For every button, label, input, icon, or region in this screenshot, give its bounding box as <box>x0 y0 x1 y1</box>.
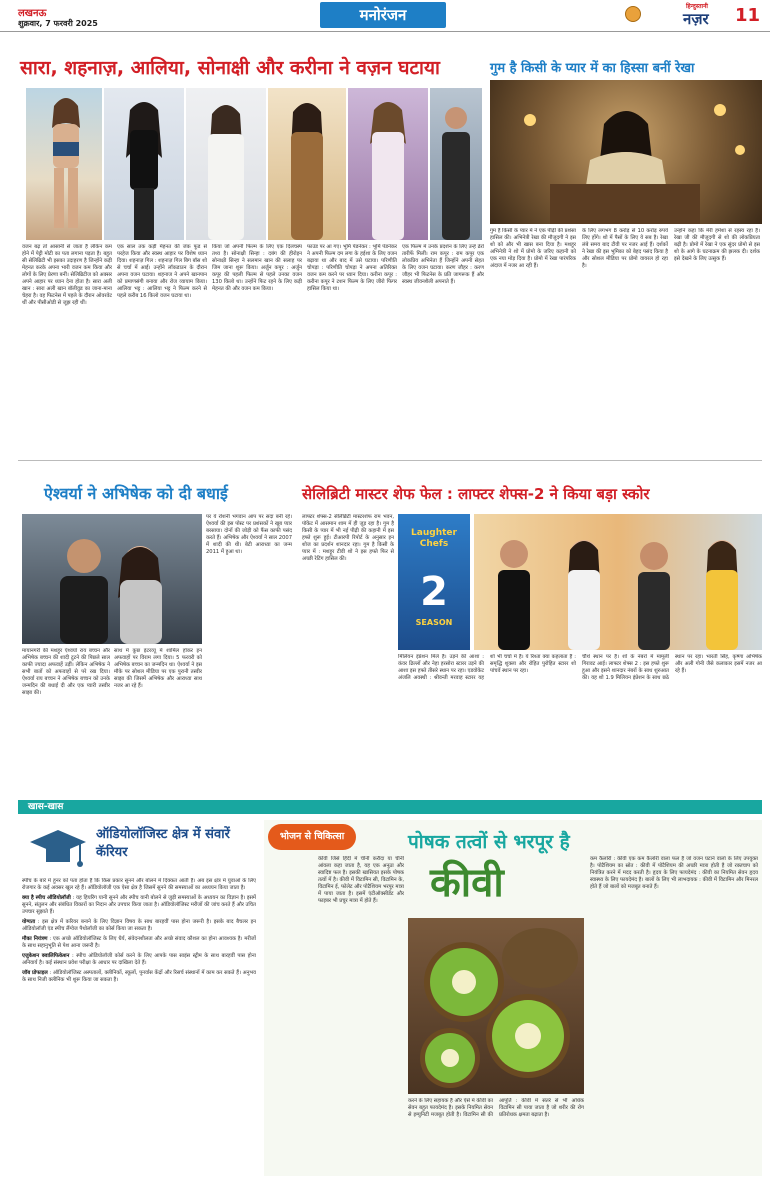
photo-sonakshi <box>268 88 346 240</box>
photo-ramkapoor <box>430 88 482 240</box>
graduation-cap-icon <box>28 826 88 872</box>
khas-label: खास-खास <box>28 802 64 812</box>
brand-small: हिन्दुस्तानी <box>686 3 708 10</box>
masthead <box>0 0 770 32</box>
kiwi-photo <box>408 918 584 1094</box>
masthead-city: लखनऊ <box>18 8 47 19</box>
story1-col-3: किया जो अपनी फिल्म के लिए एक दिलचस्प तथ्य है। सोनाक्षी सिन्हा : दबंग की हीरोइन सोनाक्षी सिन्हा ने सलमान खान की सलाह पर जिम जाना शुरू किया। अर्जुन कपूर : अर्जुन कपूर की पहली फिल्म से पहले उनका वजन 130 किलो था। उन्होंने फिट रहने के लिए कड़ी मेहनत की और वजन कम किया। <box>212 244 302 292</box>
masthead-date: शुक्रवार, 7 फरवरी 2025 <box>18 19 98 28</box>
story6-col-3: कम कैलोरी : कीवी एक कम कैलोरी वाला फल है जो वजन घटाने वालों के लिए उपयुक्त है। पोटैशियम का स्रोत : कीवी में पोटैशियम की अच्छी मात्रा होती है जो रक्तचाप को नियंत्रित करने में मदद करती है। हृदय के लिए फायदेमंद : कीवी का नियमित सेवन हृदय स्वास्थ्य के लिए फायदेमंद है। बालों के लिए भी लाभदायक : कीवी में विटामिन और मिनरल होते हैं जो बालों को मजबूत बनाते हैं। <box>590 856 758 890</box>
photo-aishwarya-abhishek <box>22 514 202 644</box>
woman-figure-icon <box>104 88 184 240</box>
story4-col-3: चौथे स्थान पर है। शो के नंबरों में मामूली गिरावट आई। लाफ्टर शेफ्स 2 : इस हफ्ते शुरू हुआ और इसने शानदार नंबरों के साथ शुरुआत की। यह शो 1.9 मिलियन इंप्रेशन के साथ छठे स्थान पर रहा। भारती सिंह, कृष्णा अभिषेक और अली गोनी जैसे कलाकार इसमें नजर आ रहे हैं। <box>582 654 762 681</box>
kiwi-title: पोषक तत्वों से भरपूर है <box>408 831 570 853</box>
couple-figure-icon <box>22 514 202 644</box>
story3-col-1: मायानगरी की मशहूर ऐश्वर्या राय बच्चन और अभिषेक बच्चन की शादी टूटने की पिछले साल काफी ज्यादा अफवाहें उड़ीं। लेकिन अभिषेक ने सभी बातों को अफवाहों से परे रख दिया। ऐश्वर्या राय बच्चन ने अभिषेक बच्चन को उनके जन्मदिन की बधाई दी और एक प्यारी तस्वीर साझा की। <box>22 648 110 696</box>
story1-col-1: वजन बढ़ तो आसानी से जाता है लेकिन कम होने में पेट्टी मोटी का पता लगाना पड़ता है। बहुत सी सेलिब्रिटी भी इसका उदाहरण है जिन्होंने कड़ी मेहनत करके अपना भारी वजन कम किया और लोगों के लिए प्रेरणा बनीं। सेलिब्रिटीज को अक्सर अपने आहार पर ध्यान देना होता है। सारा अली खान : सारा अली खान बॉलीवुड का जाना-माना चेहरा है। वह फिटनेस में पहले के दौरान ओवरवेट थीं और पीसीओडी से जूझ रही थीं। <box>22 244 112 306</box>
story6-col-2: करने के लिए सहायक है और ऐसे में कीवी का सेवन बहुत फायदेमंद है। इसके नियमित सेवन से इम्युनिटी मजबूत होती है। विटामिन सी की आपूर्ति : कीवी में संतरे से भी अधिक विटामिन सी पाया जाता है जो शरीर की रोग प्रतिरोधक क्षमता बढ़ाता है। <box>408 1098 584 1118</box>
story4-col-2: मिलियन इंप्रेशन मिले हैं। उड़ने की आशा : कंवर ढिल्लों और नेहा हरसोरा स्टारर उड़ने की आशा इस हफ्ते तीसरे स्थान पर रहा। एडवोकेट अंजलि अवस्थी : श्रीवन्ती मरवाह स्टारर यह शो भी चर्चा में है। ये रिश्ता क्या कहलाता है : समृद्धि शुक्ला और रोहित पुरोहित स्टारर शो पांचवें स्थान पर रहा। <box>398 654 576 681</box>
story5-para: योग्यता : इस क्षेत्र में करियर बनाने के लिए विज्ञान विषय के साथ बारहवीं पास होना जरूरी है। इसके बाद बैचलर इन ऑडियोलॉजी एंड स्पीच लैंग्वेज पैथोलॉजी का कोर्स किया जा सकता है। <box>22 919 256 932</box>
khas-band <box>18 800 762 814</box>
woman-figure-icon <box>268 88 346 240</box>
photo-alia <box>186 88 266 240</box>
kiwi-fruit-icon <box>408 918 584 1094</box>
food-tag: भोजन से चिकित्सा <box>268 824 356 850</box>
photo-laughter-chefs <box>398 514 470 650</box>
story5-para: एजुकेशन क्वालिफिकेशन : स्पीच ऑडियोलॉजी कोर्स करने के लिए आपके पास साइंस स्ट्रीम के साथ बारहवीं पास होना अनिवार्य है। कई संस्थान प्रवेश परीक्षा के आधार पर दाखिला देते हैं। <box>22 953 256 966</box>
season-number: 2 <box>420 569 448 615</box>
story5-para: जॉब प्रोफाइल : ऑडियोलॉजिस्ट अस्पतालों, क्लीनिकों, स्कूलों, पुनर्वास केंद्रों और रिसर्च संस्थानों में काम कर सकते हैं। अनुभव के साथ निजी क्लीनिक भी शुरू किया जा सकता है। <box>22 970 256 983</box>
woman-figure-icon <box>186 88 266 240</box>
story2-col-1: गुम है किसी के प्यार में ने एक पीढ़ी की प्रशंसा हासिल की। अभिनेत्री रेखा की मौजूदगी ने इस शो को और भी खास बना दिया है। मशहूर अभिनेत्री ने शो में प्रोमो के जरिए कहानी को एक नया मोड़ दिया है। प्रोमो में रेखा पारंपरिक अंदाज में नजर आ रही हैं। <box>490 228 576 269</box>
story4-col-1: लाफ्टर शेफ्स-2 सेलिब्रिटी मास्टरशेफ राम भवन, पॉकेट में आसमान शाम में ही जुड़ रहा है। गुम है किसी के प्यार में भी नई पीढ़ी की कहानी में इस हफ्ते शुरू हुई। टीआरपी रिपोर्ट के अनुसार इन शोज का प्रदर्शन शानदार रहा। गुम है किसी के प्यार में : मशहूर टीवी शो ने इस हफ्ते फिर से अच्छी रेटिंग हासिल की। <box>302 514 394 562</box>
brand-name: नज़र <box>683 10 709 28</box>
story4-headline: सेलिब्रिटी मास्टर शेफ फेल : लाफ्टर शेफ्स-2 ने किया बड़ा स्कोर <box>302 485 650 503</box>
story1-col-5: एक फिल्म में उनके प्रदर्शन के लिए उन्हें ढेरों तारीफें मिलीं। राम कपूर : राम कपूर एक लोकप्रिय अभिनेता हैं जिन्होंने अपनी सेहत के लिए वजन घटाया। करण जौहर : करण जौहर भी फिटनेस के प्रति जागरूक हैं और स्वस्थ जीवनशैली अपनाते हैं। <box>402 244 484 285</box>
story2-col-2: के लिए लगभग 8 करोड़ से 10 करोड़ रुपये लिए होंगे। शो में पैसों के लिए ये सब है। रेखा लंबे समय बाद टीवी पर नजर आई हैं। दर्शकों ने रेखा की इस भूमिका को बेहद पसंद किया है और सोशल मीडिया पर प्रोमो वायरल हो रहा है। <box>582 228 668 269</box>
woman-figure-icon <box>26 88 102 240</box>
story3-headline: ऐश्वर्या ने अभिषेक को दी बधाई <box>44 484 228 503</box>
story5-para: स्पीच के बारे में हुनर को पता होता है कि किस प्रकार सुनने और बोलने में दिक्कत आती है। अब इस क्षेत्र में युवाओं के लिए रोजगार के कई अवसर खुल रहे हैं। ऑडियोलॉजी एक ऐसा क्षेत्र है जिसमें सुनने की समस्याओं का अध्ययन किया जाता है। <box>22 878 256 891</box>
story2-col-3: उन्होंने कहा कि मेरी हमेशा से रहस्य रहा है। रेखा जी की मौजूदगी से शो की लोकप्रियता बढ़ी है। प्रोमो में रेखा ने एक सुंदर प्रोमो से इस शो के आगे के घटनाक्रम की झलक दी। दर्शक इसे देखने के लिए उत्सुक हैं। <box>674 228 760 262</box>
story5-body <box>22 878 256 1174</box>
man-figure-icon <box>430 88 482 240</box>
story2-headline: गुम है किसी के प्यार में का हिस्सा बनीं रेखा <box>490 61 695 76</box>
photo-kareena <box>348 88 428 240</box>
photo-chefs-cast <box>474 514 762 650</box>
photo-shehnaaz <box>104 88 184 240</box>
story3-col-3: पर ये रोशनी भगवान आप पर सदा बनी रहे। ऐश्वर्या की इस पोस्ट पर प्रशंसकों ने खूब प्यार बरसाया। दोनों की जोड़ी को फैंस काफी पसंद करते हैं। अभिषेक और ऐश्वर्या ने साल 2007 में शादी की थी। बेटी आराध्या का जन्म 2011 में हुआ था। <box>206 514 292 555</box>
show-logo: Laughter Chefs <box>411 528 457 549</box>
story6-col-1: कीवी जिसे हिंदी में चीनी करौंदा या चीनी आंवला कहा जाता है, यह एक अनूठा और स्वादिष्ट फल है। इसकी खासियत इसके पोषक तत्वों में है। कीवी में विटामिन सी, विटामिन के, विटामिन ई, फोलेट और पोटैशियम भरपूर मात्रा में पाया जाता है। इसमें एंटीऑक्सीडेंट और फाइबर भी प्रचुर मात्रा में होते हैं। <box>318 856 404 904</box>
woman-figure-icon <box>348 88 428 240</box>
divider <box>18 460 762 461</box>
story5-headline: ऑडियोलॉजिस्ट क्षेत्र में संवारें कॅरियर <box>96 827 230 860</box>
story5-para: क्या है स्पीच ऑडियोलॉजी : यह हियरिंग यानी सुनने और स्पीच यानी बोलने से जुड़ी समस्याओं के अध्ययन का विज्ञान है। इसमें सुनने, संतुलन और संबंधित विकारों का निदान और उपचार किया जाता है। ऑडियोलॉजिस्ट मरीजों की जांच करते हैं और उचित उपचार सुझाते हैं। <box>22 895 256 915</box>
photo-rekha <box>490 80 762 224</box>
rekha-scene-icon <box>490 80 762 224</box>
story5-para: मौका नियंत्रण : एक अच्छे ऑडियोलॉजिस्ट के लिए धैर्य, संवेदनशीलता और अच्छे संवाद कौशल का होना आवश्यक है। मरीजों के साथ सहानुभूति से पेश आना जरूरी है। <box>22 936 256 949</box>
story1-col-4: फाउंड पर आ गए। भूमि पेडनेकर : भूमि पेडनेकर ने अपनी फिल्म दम लगा के हईशा के लिए वजन बढ़ाया था और बाद में उसे घटाया। परिणीति चोपड़ा : परिणीति चोपड़ा ने अपना अतिरिक्त वजन कम करने पर ध्यान दिया। करीना कपूर : करीना कपूर ने टशन फिल्म के लिए जीरो फिगर हासिल किया था। <box>307 244 397 292</box>
section-title: मनोरंजन <box>320 2 446 28</box>
page-number: 11 <box>735 5 761 26</box>
kiwi-big-word: कीवी <box>430 860 504 906</box>
story1-headline: सारा, शहनाज़, आलिया, सोनाक्षी और करीना ने वज़न घटाया <box>20 57 440 79</box>
story3-col-2: साथ में कुछ इंटरव्यू में शामिल होकर इन अफवाहों पर विराम लगा दिया। 5 फरवरी को अभिषेक बच्चन का जन्मदिन था। ऐश्वर्या ने इस मौके पर सोशल मीडिया पर एक पुरानी तस्वीर साझा की जिसमें अभिषेक और आराध्या साथ नजर आ रहे हैं। <box>114 648 202 689</box>
masthead-emblem <box>625 6 641 22</box>
photo-sara <box>26 88 102 240</box>
story1-col-2: एक साल तक कड़ी मेहनत की जंक फूड से परहेज किया और स्वस्थ आहार पर विशेष ध्यान दिया। शहनाज़ गिल : शहनाज़ गिल बिग बॉस शो से चर्चा में आईं। उन्होंने लॉकडाउन के दौरान अपना वजन घटाया। शहनाज ने अपने खानपान को प्रमाणसंगी बनाया और रोज व्यायाम किया। आलिया भट्ट : आलिया भट्ट ने फिल्म करने से पहले करीब 16 किलो वजन घटाया था। <box>117 244 207 299</box>
cast-figures-icon <box>474 514 762 650</box>
season-label: SEASON <box>415 618 453 627</box>
